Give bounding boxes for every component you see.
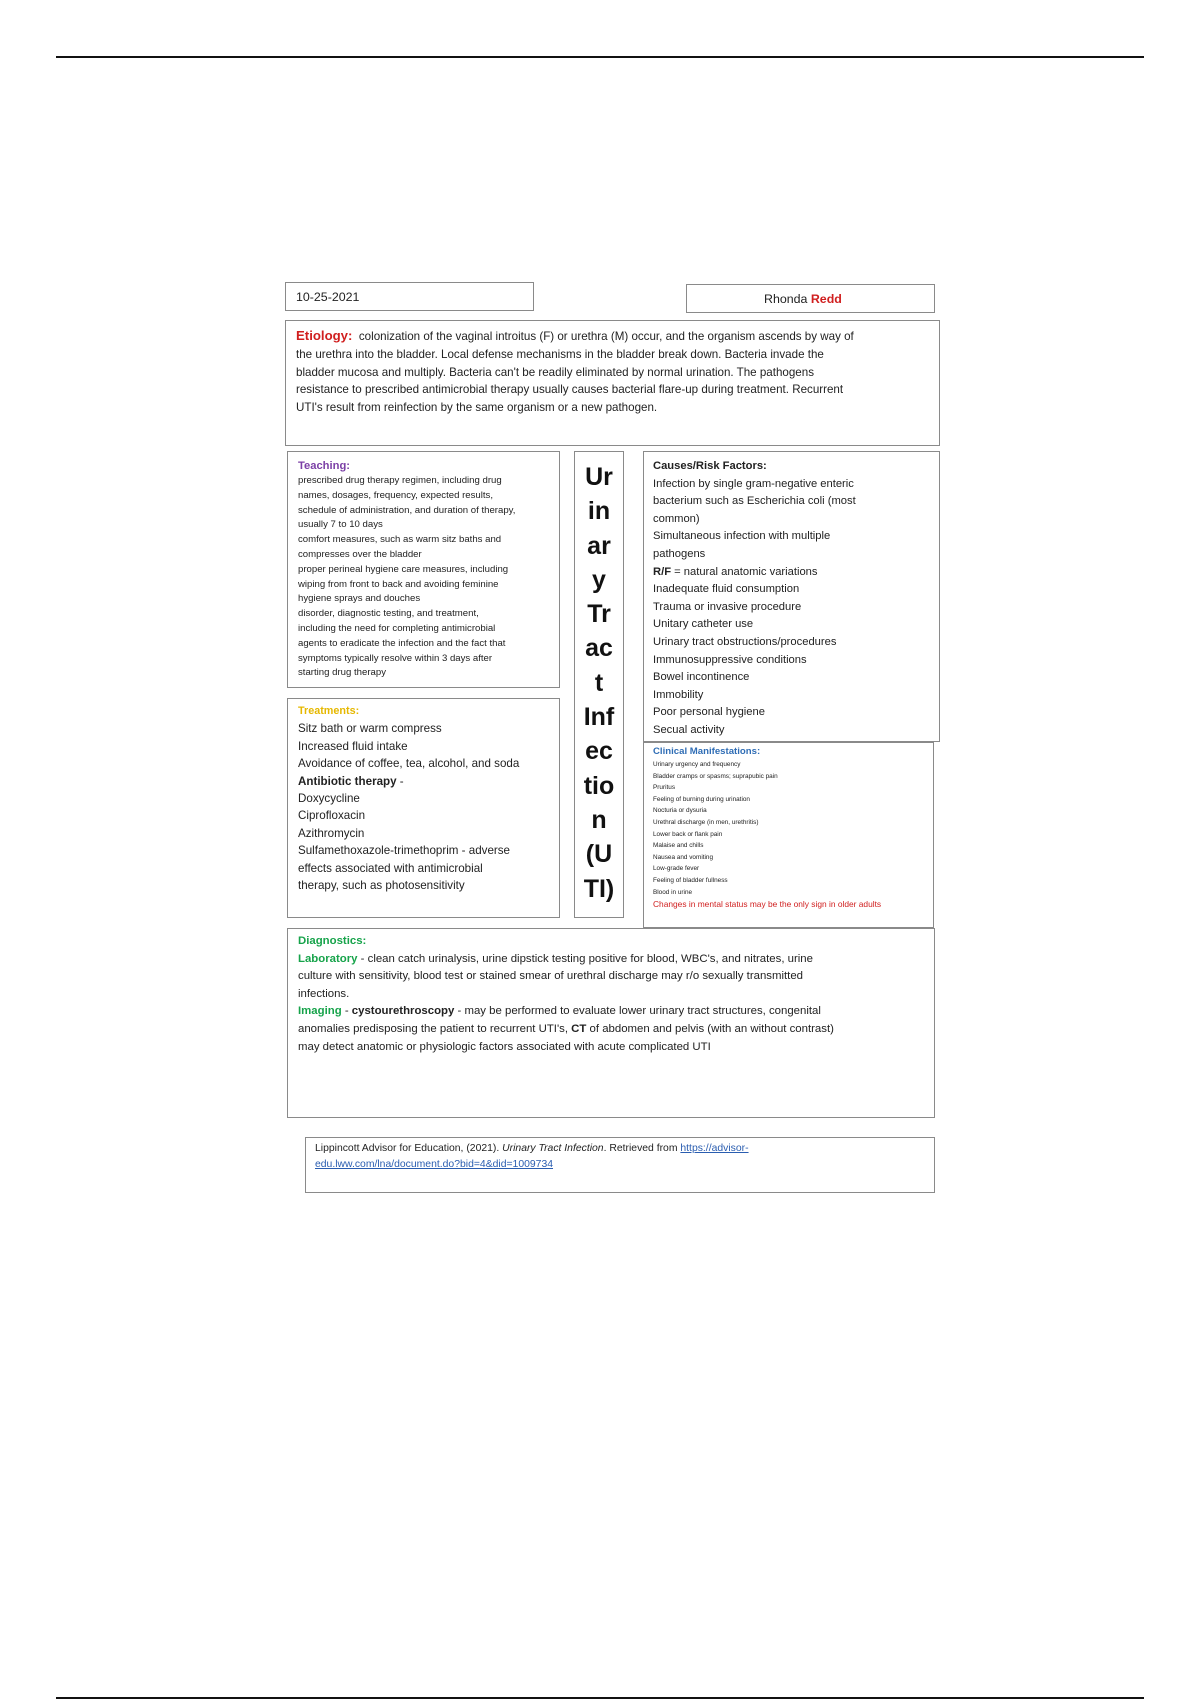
clinical-line: Urethral discharge (in men, urethritis)	[653, 818, 759, 826]
causes-label: Causes/Risk Factors:	[653, 460, 767, 472]
causes-line: Unitary catheter use	[653, 618, 754, 631]
treatments-line: Ciprofloxacin	[298, 809, 366, 823]
treatments-label: Treatments:	[298, 705, 360, 717]
causes-line: bacterium such as Escherichia coli (most	[653, 495, 856, 508]
teaching-line: agents to eradicate the infection and the fact that	[298, 637, 506, 649]
clinical-line: Feeling of bladder fullness	[653, 876, 728, 884]
teaching-line: schedule of administration, and duration of therapy,	[298, 504, 516, 516]
causes-line: Bowel incontinence	[653, 671, 750, 684]
bottom-rule	[56, 1697, 1144, 1699]
clinical-line: Feeling of burning during urination	[653, 795, 750, 803]
causes-line: Urinary tract obstructions/procedures	[653, 635, 837, 648]
title-fragment: TI)	[583, 874, 615, 903]
teaching-line: symptoms typically resolve within 3 days after	[298, 652, 493, 664]
title-fragment: n	[591, 805, 607, 834]
causes-line: Simultaneous infection with multiple	[653, 530, 831, 543]
teaching-line: compresses over the bladder	[298, 548, 422, 560]
clinical-note: Changes in mental status may be the only sign in older adults	[653, 899, 882, 910]
diagnostics-box	[287, 928, 935, 1118]
clinical-line: Urinary urgency and frequency	[653, 761, 741, 768]
teaching-line: usually 7 to 10 days	[298, 519, 383, 531]
teaching-line: wiping from front to back and avoiding feminine	[298, 578, 499, 590]
imaging-text: - may be performed to evaluate lower urinary tract structures, congenital	[454, 1005, 821, 1018]
imaging-ct: CT	[571, 1022, 587, 1035]
teaching-line: hygiene sprays and douches	[298, 593, 421, 605]
lab-label: Laboratory	[298, 952, 358, 965]
title-fragment: Inf	[583, 703, 615, 732]
treatments-line: Doxycycline	[298, 792, 360, 806]
diagnostics-label: Diagnostics:	[298, 935, 367, 947]
causes-line: common)	[653, 512, 700, 525]
imaging-label: Imaging	[298, 1005, 342, 1018]
antibiotic-label: Antibiotic therapy	[298, 774, 397, 788]
title-fragment: Ur	[585, 463, 613, 491]
rf-text: = natural anatomic variations	[671, 565, 818, 578]
etiology-line: resistance to prescribed antimicrobial therapy usually causes bacterial flare-up during treatment. Recurrent	[296, 383, 844, 397]
causes-line: Poor personal hygiene	[653, 706, 765, 719]
clinical-line: Blood in urine	[653, 888, 693, 896]
imaging-dash: -	[341, 1005, 352, 1018]
clinical-line: Low-grade fever	[653, 865, 700, 873]
clinical-line: Lower back or flank pain	[653, 830, 723, 838]
treatments-line: effects associated with antimicrobial	[298, 861, 483, 875]
citation-title: Urinary Tract Infection	[502, 1143, 604, 1154]
title-fragment: ec	[585, 737, 613, 766]
clinical-line: Malaise and chills	[653, 842, 704, 850]
imaging-procedure: cystourethroscopy	[351, 1005, 455, 1018]
title-fragment: tio	[583, 771, 615, 800]
teaching-label: Teaching:	[298, 460, 351, 472]
causes-line: Secual activity	[653, 723, 725, 736]
title-fragment: (U	[585, 840, 613, 869]
citation-box	[305, 1137, 935, 1193]
etiology-line: bladder mucosa and multiply. Bacteria can't be readily eliminated by normal urination. The pathogens	[296, 365, 814, 379]
name-box	[686, 284, 935, 313]
title-fragment: Tr	[587, 600, 611, 629]
etiology-line: UTI's result from reinfection by the same organism or a new pathogen.	[296, 401, 658, 415]
causes-line: Immunosuppressive conditions	[653, 653, 807, 666]
name-last: Redd	[810, 292, 842, 306]
teaching-line: prescribed drug therapy regimen, including drug	[298, 475, 502, 486]
citation-link[interactable]: https://advisor-	[680, 1143, 749, 1154]
teaching-line: disorder, diagnostic testing, and treatment,	[298, 608, 479, 620]
clinical-label: Clinical Manifestations:	[653, 746, 761, 757]
imaging-line: may detect anatomic or physiologic factors associated with acute complicated UTI	[298, 1040, 711, 1053]
causes-line: Trauma or invasive procedure	[653, 600, 802, 613]
citation-link[interactable]: edu.lww.com/lna/document.do?bid=4&did=1009734	[315, 1159, 554, 1171]
title-column	[574, 451, 624, 918]
causes-line: Inadequate fluid consumption	[653, 583, 800, 596]
teaching-line: names, dosages, frequency, expected results,	[298, 489, 494, 501]
teaching-line: comfort measures, such as warm sitz baths and	[298, 534, 502, 546]
causes-line: Immobility	[653, 688, 704, 701]
clinical-line: Nausea and vomiting	[653, 853, 714, 861]
top-rule	[56, 56, 1144, 58]
treatments-box	[287, 698, 560, 918]
etiology-label: Etiology:	[296, 328, 353, 343]
title-fragment: in	[587, 497, 611, 526]
antibiotic-suffix: -	[396, 774, 404, 788]
etiology-line: colonization of the vaginal introitus (F) or urethra (M) occur, and the organism ascends by way of	[358, 330, 854, 343]
title-fragment: ar	[587, 531, 611, 560]
lab-line: culture with sensitivity, blood test or stained smear of urethral discharge may r/o sexually transmitted	[298, 970, 803, 983]
citation-middle: . Retrieved from	[603, 1143, 681, 1154]
treatments-line: Sitz bath or warm compress	[298, 722, 442, 736]
etiology-line: the urethra into the bladder. Local defense mechanisms in the bladder break down. Bacteria invade the	[296, 347, 824, 361]
treatments-line: Avoidance of coffee, tea, alcohol, and soda	[298, 757, 520, 771]
name-first: Rhonda	[764, 292, 808, 306]
teaching-box	[287, 451, 560, 688]
title-fragment: ac	[585, 634, 613, 663]
clinical-line: Pruritus	[653, 784, 676, 792]
date-text: 10-25-2021	[296, 290, 360, 304]
etiology-box	[285, 320, 940, 446]
causes-line: Infection by single gram-negative enteric	[653, 477, 854, 490]
clinical-line: Nocturia or dysuria	[653, 807, 707, 815]
imaging-line: anomalies predisposing the patient to recurrent UTI's,	[298, 1022, 572, 1035]
treatments-line: therapy, such as photosensitivity	[298, 879, 465, 893]
treatments-line: Increased fluid intake	[298, 739, 408, 753]
clinical-box	[643, 742, 934, 928]
treatments-line: Azithromycin	[298, 826, 365, 840]
title-fragment: t	[594, 668, 604, 697]
citation-prefix: Lippincott Advisor for Education, (2021).	[315, 1143, 503, 1154]
treatments-line: Sulfamethoxazole-trimethoprim - adverse	[298, 844, 510, 858]
imaging-line: of abdomen and pelvis (with an without contrast)	[586, 1022, 834, 1035]
title-fragment: y	[592, 565, 606, 594]
teaching-line: proper perineal hygiene care measures, including	[298, 563, 509, 575]
causes-line: pathogens	[653, 547, 706, 560]
date-box	[285, 282, 534, 311]
causes-box	[643, 451, 940, 742]
lab-line: - clean catch urinalysis, urine dipstick testing positive for blood, WBC's, and nitrates, urine	[357, 952, 813, 965]
teaching-line: including the need for completing antimicrobial	[298, 622, 496, 634]
clinical-line: Bladder cramps or spasms; suprapubic pain	[653, 772, 778, 780]
teaching-line: starting drug therapy	[298, 667, 386, 679]
rf-label: R/F	[653, 565, 672, 578]
lab-line: infections.	[298, 987, 350, 1000]
